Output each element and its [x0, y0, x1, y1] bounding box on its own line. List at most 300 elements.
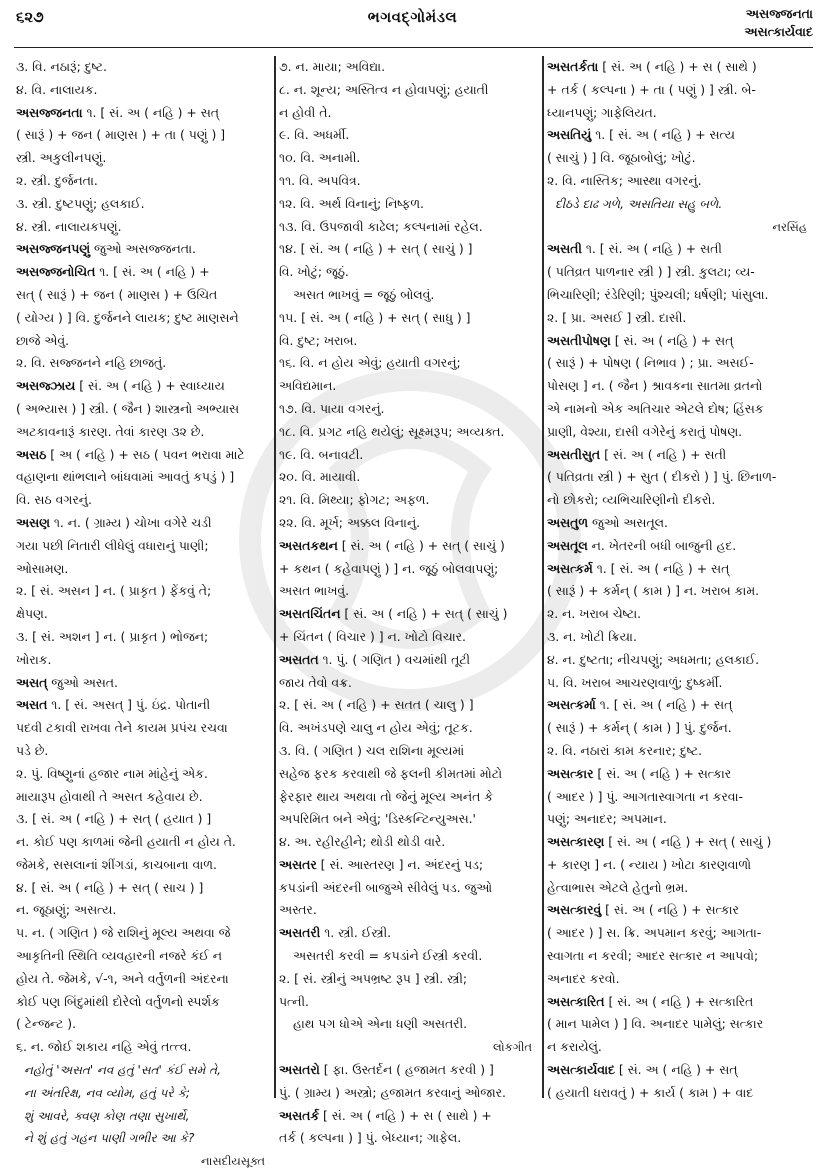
definition-text: ફેરફાર થાય અથવા તો જેનું મૂલ્ય અનંત કે	[279, 788, 493, 804]
headword: અસજ્જનોચિત	[16, 264, 96, 280]
definition-line	[279, 56, 538, 79]
definition-line	[547, 261, 813, 284]
definition-text: ( પતિવ્રત પાળનાર સ્ત્રી ) ] સ્ત્રી. કુલટા; વ્ય-	[547, 264, 755, 280]
definition-text: ક્ષેપણ.	[16, 606, 48, 622]
definition-line	[16, 1013, 271, 1036]
definition-text: ૩. વિ. ( ગણિત ) ચલ રાશિના મૂલ્યમાં	[279, 742, 465, 758]
definition-text: જુઓ અસત.	[47, 674, 118, 690]
definition-text: ૫. વિ. ખરાબ આચરણવાળું; દુષ્કર્મી.	[547, 674, 723, 690]
guide-word-last: અસત્કાર્યવાદ	[744, 24, 813, 39]
definition-text: હાથ પગ ધોએ એના ધણી અસતરી.	[293, 1016, 468, 1032]
definition-text: અપરિમિત બને એવું; 'ડિસ્કન્ટિન્યુઅસ.'	[279, 811, 476, 827]
entry-line	[279, 603, 538, 626]
definition-text: ૩. [ સં. અશન ] ન. ( પ્રાકૃત ) ભોજન;	[16, 628, 209, 644]
definition-text: ૨. વિ. નાસ્તિક; આસ્થા વગરનું.	[547, 172, 702, 188]
definition-text: [ સં. અ ( નહિ ) + સત્ ( સાચું )	[340, 606, 508, 622]
definition-text: વિ. અખંડપણે ચાલુ ન હોય એવું; તૂટક.	[279, 720, 473, 736]
headword: અસત્કારણ	[547, 834, 605, 850]
entry-line	[279, 854, 538, 877]
definition-line	[547, 170, 813, 193]
headword: અસતિયું	[547, 127, 592, 143]
headword: અસતચિંતન	[279, 606, 341, 622]
definition-line	[16, 899, 271, 922]
definition-text: ૨. [ સં. અસન ] ન. ( પ્રાકૃત ) ફેંકવું તે;	[16, 583, 212, 599]
definition-line	[547, 307, 813, 330]
definition-text: [ સં. અ ( નહિ ) + સત્ ( સાચું )	[604, 834, 772, 850]
definition-line	[279, 466, 538, 489]
headword: અસત્	[16, 674, 48, 690]
definition-line	[279, 808, 538, 831]
definition-line	[279, 968, 538, 991]
definition-text: ( માન પામેલ ) ] વિ. અનાદર પામેલું; સત્કાર	[547, 1016, 764, 1032]
definition-text: અનાદર કરવો.	[547, 970, 620, 986]
definition-text: ૨૦. વિ. માયાવી.	[279, 469, 361, 485]
definition-text: કપડાંની અંદરની બાજુએ સીવેલું પડ. જુઓ	[279, 879, 492, 895]
definition-text: ૨. વિ. નઠારાં કામ કરનાર; દુષ્ટ.	[547, 742, 703, 758]
definition-line	[16, 216, 271, 239]
definition-text: ૪. અ. રહીરહીને; થોડી થોડી વારે.	[279, 834, 446, 850]
definition-text: ( સારૂં ) + કર્મન્ ( કામ ) ] ન. ખરાબ કામ.	[547, 583, 760, 599]
definition-line	[16, 831, 271, 854]
entry-line	[16, 672, 271, 695]
definition-text: તર્ક ( કલ્પના ) ] પું. બેધ્યાન; ગાફેલ.	[279, 1130, 462, 1146]
headword: અસતકથન	[279, 537, 338, 553]
definition-text: ૧. [ સં. અ ( નહિ ) + સત્	[595, 697, 733, 713]
definition-line	[279, 124, 538, 147]
definition-line	[16, 968, 271, 991]
definition-line	[16, 854, 271, 877]
entry-line	[547, 535, 813, 558]
definition-line	[547, 1013, 813, 1036]
definition-line	[16, 307, 271, 330]
definition-text: [ સં. અ ( નહિ ) + સ ( સાથે )	[598, 59, 757, 74]
definition-text: ( પતિવ્રતા સ્ત્રી ) + સુત ( દીકરો ) ] પું. છિનાળ-	[547, 469, 777, 485]
definition-line	[16, 147, 271, 170]
definition-text: ૩. [ સં. અ ( નહિ ) + સત્ ( હયાત ) ]	[16, 811, 212, 827]
running-title: ભગવદ્ગોમંડલ	[367, 8, 458, 26]
definition-text: ૨૨. વિ. મૂર્ખ; અક્કલ વિનાનું.	[279, 514, 421, 530]
definition-text: ૧૪. [ સં. અ ( નહિ ) + સત્ ( સાચું ) ]	[279, 241, 473, 257]
entry-line	[547, 1059, 813, 1082]
definition-text: ૧૨. વિ. અર્થ વિનાનું; નિષ્ફળ.	[279, 195, 424, 211]
definition-text: ના અંતરિક્ષ, નવ વ્યોમ, હતું પરે કે;	[24, 1085, 190, 1100]
definition-text: ( સારૂં ) + જન ( માણસ ) + તા ( પણું ) ]	[16, 127, 226, 143]
definition-line	[279, 558, 538, 581]
headword: અસઠ	[16, 446, 47, 462]
entry-line	[547, 512, 813, 535]
definition-line	[16, 649, 271, 672]
definition-line	[16, 352, 271, 375]
definition-line	[16, 466, 271, 489]
definition-line	[547, 877, 813, 900]
column-divider	[274, 56, 276, 1098]
entry-line	[547, 444, 813, 467]
definition-text: [ ફા. ઉસ્તર્દન ( હજામત કરવી ) ]	[319, 1062, 494, 1078]
definition-line	[16, 786, 271, 809]
entry-line	[279, 535, 538, 558]
definition-line	[16, 558, 271, 581]
dictionary-column-1	[16, 56, 271, 1169]
definition-line	[547, 1036, 813, 1059]
entry-line	[16, 444, 271, 467]
definition-text: ( ટેન્જન્ટ ).	[16, 1016, 77, 1032]
definition-text: ૧. [ સં. અ ( નહિ ) + સતી	[581, 241, 722, 257]
definition-line	[279, 238, 538, 261]
definition-text: ન હોવી તે.	[279, 104, 332, 120]
definition-text: ( યોગ્ય ) ] વિ. દુર્જનને લાયક; દુષ્ટ માણસને	[16, 309, 239, 325]
definition-line	[16, 421, 271, 444]
definition-line	[547, 672, 813, 695]
definition-line	[279, 694, 538, 717]
definition-text: ( આદર ) ] પું. આગતાસ્વાગતા ન કરવા-	[547, 788, 743, 804]
definition-text: ૨. વિ. સજ્જનને નહિ છાજતું.	[16, 355, 167, 371]
definition-text: ૪. વિ. નાલાયક.	[16, 81, 98, 97]
definition-line	[16, 1059, 271, 1082]
definition-text: ૪. ન. દુષ્ટતા; નીચપણું; અધમતા; હલકાઈ.	[547, 651, 760, 667]
definition-text: ( સાચું ) ] વિ. જૂઠાબોલું; ખોટું.	[547, 150, 696, 166]
definition-line	[547, 193, 813, 216]
definition-text: ૧૭. વિ. પાયા વગરનું.	[279, 400, 385, 416]
definition-text: ( અભ્યાસ ) ] સ્ત્રી. ( જૈન ) શાસ્ત્રનો અભ્યાસ	[16, 400, 240, 416]
definition-line	[547, 580, 813, 603]
definition-text: [ સં. અ ( નહિ ) + સત્	[610, 332, 734, 348]
definition-line	[279, 284, 538, 307]
definition-text: [ સં. અ ( નહિ ) + સત્ ( સાચું )	[337, 537, 505, 553]
definition-text: નહોતું 'અસત' નવ હતું 'સત' કંઈ સમે તે,	[24, 1063, 221, 1078]
definition-line	[547, 352, 813, 375]
headword: અસતત	[279, 651, 319, 667]
entry-line	[547, 56, 813, 79]
headword: અસજ્ઝાય	[16, 378, 76, 394]
definition-line	[16, 945, 271, 968]
definition-text: દીઠડે દાઢ ગળે, અસતિયા સહુ બળે.	[555, 196, 723, 211]
definition-line	[279, 1036, 538, 1059]
definition-line	[16, 79, 271, 102]
definition-line	[279, 398, 538, 421]
definition-line	[547, 808, 813, 831]
definition-text: સ્ત્રી. અકુલીનપણું.	[16, 150, 107, 166]
definition-line	[279, 763, 538, 786]
definition-text: ગયા પછી નિતારી લીધેલું વધારાનું પાણી;	[16, 537, 209, 553]
definition-line	[279, 193, 538, 216]
definition-line	[16, 1150, 271, 1173]
entry-line	[547, 558, 813, 581]
definition-text: [ સં. અ ( નહિ ) + સતી	[600, 446, 727, 462]
definition-text: ધ્યાનપણું; ગાફેલિયત.	[547, 104, 657, 120]
definition-line	[279, 831, 538, 854]
headword: અસતર્ક	[279, 1107, 320, 1123]
definition-line	[547, 854, 813, 877]
definition-line	[279, 421, 538, 444]
definition-text: ૩. સ્ત્રી. દુષ્ટપણું; હલકાઈ.	[16, 195, 145, 211]
definition-text: હેત્વાભાસ એટલે હેતુનો ભ્રમ.	[547, 879, 689, 895]
definition-text: ૭. ન. માયા; અવિદ્યા.	[279, 59, 386, 74]
definition-text: અટકાવનારૂં કારણ. તેવાં કારણ ૩૨ છે.	[16, 423, 205, 439]
definition-line	[547, 649, 813, 672]
column-divider	[542, 56, 544, 1098]
definition-line	[547, 284, 813, 307]
definition-text: ૨૧. વિ. મિથ્યા; ફોગટ; અફળ.	[279, 492, 430, 508]
definition-text: + ચિંતન ( વિચાર ) ] ન. ખોટો વિચાર.	[279, 628, 466, 644]
definition-line	[279, 1082, 538, 1105]
definition-text: પું. ( ગ્રામ્ય ) અસ્ત્રો; હજામત કરવાનું ઓજાર.	[279, 1084, 506, 1100]
definition-line	[279, 672, 538, 695]
headword: અસત્કર્મા	[547, 697, 596, 713]
entry-line	[547, 238, 813, 261]
dictionary-column-2	[279, 56, 538, 1146]
definition-line	[279, 1127, 538, 1150]
definition-text: ૩. ન. ખોટી ક્રિયા.	[547, 628, 637, 644]
definition-text: ૧. [ સં. અસત્ ] પું. ઇંદ્ર. પોતાની	[47, 697, 211, 713]
guide-word-first: અસજ્જનતા	[745, 6, 813, 21]
entry-line	[279, 1105, 538, 1128]
definition-line	[16, 1036, 271, 1059]
definition-line	[547, 421, 813, 444]
definition-line	[16, 717, 271, 740]
definition-text: નાસદીયસૂક્ત	[200, 1154, 265, 1169]
definition-text: છાજે એવું.	[16, 332, 70, 348]
definition-text: અસતરી કરવી = કપડાંને ઈસ્ત્રી કરવી.	[293, 948, 483, 964]
headword: અસત્કારિત	[547, 993, 605, 1009]
definition-line	[547, 1082, 813, 1105]
definition-line	[16, 170, 271, 193]
definition-line	[16, 922, 271, 945]
definition-text: [ સં. અ ( નહિ ) + સત્	[614, 1062, 738, 1078]
headword: અસત્કાર્યવાદ	[547, 1062, 615, 1078]
entry-line	[16, 238, 271, 261]
definition-line	[16, 330, 271, 353]
definition-text: ૧. [ સં. અ ( નહિ ) + સત્ય	[591, 127, 735, 143]
definition-line	[279, 1013, 538, 1036]
definition-text: એ નામનો એક અતિચાર એટલે દોષ; હિંસક	[547, 400, 764, 416]
definition-line	[279, 877, 538, 900]
definition-line	[547, 922, 813, 945]
definition-text: + કારણ ] ન. ( ન્યાય ) ખોટા કારણવાળો	[547, 856, 752, 872]
definition-text: ૧૫. [ સં. અ ( નહિ ) + સત્ ( સાધુ ) ]	[279, 309, 471, 325]
headword: અસજ્જનતા	[16, 104, 83, 120]
definition-text: ભિચારિણી; રંડેરિણી; પુંશ્ચલી; ધર્ષણી; પાંસુલા.	[547, 286, 769, 302]
definition-text: [ સં. અ ( નહિ ) + સ્વાધ્યાય	[75, 378, 225, 394]
definition-line	[16, 740, 271, 763]
definition-line	[279, 261, 538, 284]
entry-line	[16, 102, 271, 125]
definition-text: + તર્ક ( કલ્પના ) + તા ( પણું ) ] સ્ત્રી. બે-	[547, 81, 756, 97]
definition-text: પડે છે.	[16, 742, 49, 758]
definition-text: સ્વાગતા ન કરવી; આદર સત્કાર ન આપવો;	[547, 948, 759, 964]
definition-text: ૩. વિ. નઠારૂં; દુષ્ટ.	[16, 59, 107, 74]
definition-text: ( આદર ) ] સ. ક્રિ. અપમાન કરવું; આગતા-	[547, 925, 762, 941]
entry-line	[547, 124, 813, 147]
definition-text: ૧. ન. ( ગ્રામ્ય ) ચોખા વગેરે ચડી	[49, 514, 212, 530]
definition-line	[279, 991, 538, 1014]
entry-line	[547, 831, 813, 854]
definition-text: જેમકે, સસલાનાં શીંગડાં, કાચબાના વાળ.	[16, 856, 217, 872]
entry-line	[16, 512, 271, 535]
definition-text: ૧૧. વિ. અપવિત્ર.	[279, 172, 361, 188]
definition-line	[279, 786, 538, 809]
definition-line	[16, 580, 271, 603]
definition-text: ૬. ન. જોઈ શકાય નહિ એવું તત્ત્વ.	[16, 1039, 192, 1055]
definition-text: ૫. ન. ( ગણિત ) જે રાશિનું મૂલ્ય અથવા જે	[16, 925, 231, 941]
definition-text: ખોરાક.	[16, 651, 52, 667]
headword: અસત	[16, 697, 48, 713]
definition-text: અસત ભાખવું.	[279, 583, 350, 599]
definition-text: પ્રાણી, વેશ્યા, દાસી વગેરેનું કરાતું પોષણ.	[547, 423, 743, 439]
definition-line	[547, 489, 813, 512]
entry-line	[279, 1059, 538, 1082]
definition-text: ૧૯. વિ. બનાવટી.	[279, 446, 364, 462]
entry-line	[547, 991, 813, 1014]
definition-line	[279, 330, 538, 353]
definition-text: ૨. પું. વિષ્ણુનાં હજાર નામ માંહેનું એક.	[16, 765, 208, 781]
definition-text: માયારૂપ હોવાથી તે અસત કહેવાય છે.	[16, 788, 203, 804]
entry-line	[547, 899, 813, 922]
definition-text: [ સં. અ ( નહિ ) + સત્કારિત	[604, 993, 754, 1009]
definition-line	[16, 991, 271, 1014]
definition-text: ૨. ન. ખરાબ ચેષ્ટા.	[547, 606, 642, 622]
definition-line	[547, 786, 813, 809]
definition-text: ૧૮. વિ. પ્રગટ નહિ થયેલું; સૂક્ષ્મરૂપ; અવ્યક્ત.	[279, 423, 505, 439]
definition-text: [ અ ( નહિ ) + સઠ ( પવન ભરાવા માટે	[46, 446, 245, 462]
definition-text: ( સારૂં ) + કર્મન્ ( કામ ) ] પું. દુર્જન.	[547, 720, 732, 736]
definition-text: [ સં. અ ( નહિ ) + સત્કાર	[593, 765, 732, 781]
definition-line	[547, 603, 813, 626]
definition-text: ૪. [ સં. અ ( નહિ ) + સત્ ( સાચ ) ]	[16, 879, 204, 895]
entry-line	[279, 649, 538, 672]
entry-line	[16, 694, 271, 717]
definition-line	[279, 626, 538, 649]
definition-text: ન. જૂઠાણું; અસત્ય.	[16, 902, 117, 918]
definition-text: જાય તેવો વક્ર.	[279, 674, 352, 690]
definition-line	[16, 763, 271, 786]
definition-line	[16, 1127, 271, 1150]
definition-line	[547, 102, 813, 125]
definition-line	[16, 56, 271, 79]
entry-line	[547, 763, 813, 786]
definition-text: ૧. [ સં. અ ( નહિ ) + સત્	[82, 104, 219, 120]
headword: અસતર	[279, 856, 317, 872]
definition-line	[279, 512, 538, 535]
definition-line	[279, 489, 538, 512]
definition-line	[16, 124, 271, 147]
definition-line	[547, 740, 813, 763]
definition-line	[279, 147, 538, 170]
definition-line	[16, 398, 271, 421]
definition-line	[279, 899, 538, 922]
headword: અસતર્કતા	[547, 59, 599, 74]
headword: અસજ્જનપણું	[16, 241, 91, 257]
headword: અસત્કર્મ	[547, 560, 593, 576]
definition-text: અવિદ્યમાન.	[279, 378, 337, 394]
definition-text: ને શું હતું ગહન પાણી ગભીર આ કે?	[24, 1131, 195, 1146]
definition-text: ન. ખેતરની બધી બાજુની હદ.	[587, 537, 737, 553]
entry-line	[547, 330, 813, 353]
definition-text: નો છોકરો; વ્યભિચારિણીનો દીકરો.	[547, 492, 716, 508]
definition-text: ( હયાતી ધરાવતું ) + કાર્ય ( કામ ) + વાદ	[547, 1084, 754, 1100]
definition-text: શું આવરે, ક્વણ કોણ તણા સુખાર્થે,	[24, 1108, 190, 1123]
definition-text: ન કરાયેલું.	[547, 1039, 602, 1055]
definition-text: ૯. વિ. અધર્મી.	[279, 127, 350, 143]
definition-text: આકૃતિની સ્થિતિ વ્યવહારની નજરે કંઈ ન	[16, 948, 222, 964]
definition-line	[16, 603, 271, 626]
definition-line	[547, 945, 813, 968]
definition-line	[279, 945, 538, 968]
definition-text: સહેજ ફરક કરવાથી જે ફલની કીમતમાં મોટો	[279, 765, 503, 781]
definition-line	[547, 147, 813, 170]
page-header	[0, 0, 825, 56]
definition-line	[279, 216, 538, 239]
definition-text: ૧. [ સં. અ ( નહિ ) + સત્	[592, 560, 730, 576]
definition-text: વિ. ખોટું; જૂઠું.	[279, 264, 349, 280]
definition-line	[547, 79, 813, 102]
definition-line	[279, 170, 538, 193]
headword: અસણ	[16, 514, 50, 530]
definition-text: નરસિંહ	[772, 219, 807, 234]
headword: અસતૂલ	[547, 537, 588, 553]
headword: અસતી	[547, 241, 582, 257]
definition-line	[547, 375, 813, 398]
definition-text: ૮. ન. શૂન્ય; અસ્તિત્વ ન હોવાપણું; હયાતી	[279, 81, 489, 97]
definition-line	[279, 444, 538, 467]
definition-text: ૧૩. વિ. ઉપજાવી કાઢેલ; કલ્પનામાં રહેલ.	[279, 218, 483, 234]
definition-text: પણું; અનાદર; અપમાન.	[547, 811, 667, 827]
headword: અસત્કાર	[547, 765, 594, 781]
definition-line	[279, 352, 538, 375]
definition-text: અસ્તર.	[279, 902, 317, 918]
definition-text: ૧. સ્ત્રી. ઈસ્ત્રી.	[320, 925, 392, 941]
definition-text: ૧. [ સં. અ ( નહિ ) +	[95, 264, 210, 280]
headword: અસતીસુત	[547, 446, 601, 462]
definition-line	[279, 375, 538, 398]
definition-text: પત્ની.	[279, 993, 309, 1009]
definition-text: હોય તે. જેમકે, √-૧, અને વર્તુળની અંદરના	[16, 970, 229, 986]
definition-text: ૨. સ્ત્રી. દુર્જનતા.	[16, 172, 98, 188]
definition-line	[547, 216, 813, 239]
definition-line	[16, 193, 271, 216]
headword: અસત્કારવું	[547, 902, 602, 918]
definition-line	[547, 717, 813, 740]
definition-text: લોકગીત	[493, 1040, 532, 1055]
definition-line	[16, 489, 271, 512]
header-rule	[14, 47, 813, 48]
definition-text: ( સારૂં ) + પોષણ ( નિભાવ ) ; પ્રા. અસઈ-	[547, 355, 754, 371]
definition-text: વહાણના થાંભલાને બાંધવામાં આવતું કપડું ) ]	[16, 469, 235, 485]
definition-line	[547, 398, 813, 421]
definition-text: કોઈ પણ બિંદુમાંથી દોરેલો વર્તુળનો સ્પર્શક	[16, 993, 220, 1009]
dictionary-column-3	[547, 56, 813, 1102]
definition-text: + કથન ( કહેવાપણું ) ] ન. જૂઠું બોલવાપણું;	[279, 560, 499, 576]
definition-text: જુઓ અસતૂલ.	[588, 514, 668, 530]
definition-line	[16, 284, 271, 307]
definition-text: વિ. સઠ વગરનું.	[16, 492, 92, 508]
definition-text: અસત ભાખવું = જૂઠું બોલવું.	[293, 286, 435, 302]
definition-line	[16, 808, 271, 831]
definition-text: ૪. સ્ત્રી. નાલાયકપણું.	[16, 218, 122, 234]
definition-text: ૨. [ પ્રા. અસઈ ] સ્ત્રી. દાસી.	[547, 309, 687, 325]
definition-line	[547, 466, 813, 489]
definition-text: પોસણ ] ન. ( જૈન ) શ્રાવકના સાતમા વ્રતનો	[547, 378, 763, 394]
definition-text: [ સં. આસ્તરણ ] ન. અંદરનું પડ;	[316, 856, 484, 872]
definition-line	[16, 535, 271, 558]
definition-text: ૧૦. વિ. અનામી.	[279, 150, 361, 166]
definition-text: [ સં. અ ( નહિ ) + સત્કાર	[601, 902, 739, 918]
definition-line	[279, 102, 538, 125]
headword: અસતુળ	[547, 514, 588, 530]
page-number: ૬૨૭	[16, 8, 44, 26]
definition-text: સત્ ( સારૂં ) + જન ( માણસ ) + ઉચિત	[16, 286, 218, 302]
definition-text: ઓસામણ.	[16, 560, 69, 576]
entry-line	[279, 922, 538, 945]
